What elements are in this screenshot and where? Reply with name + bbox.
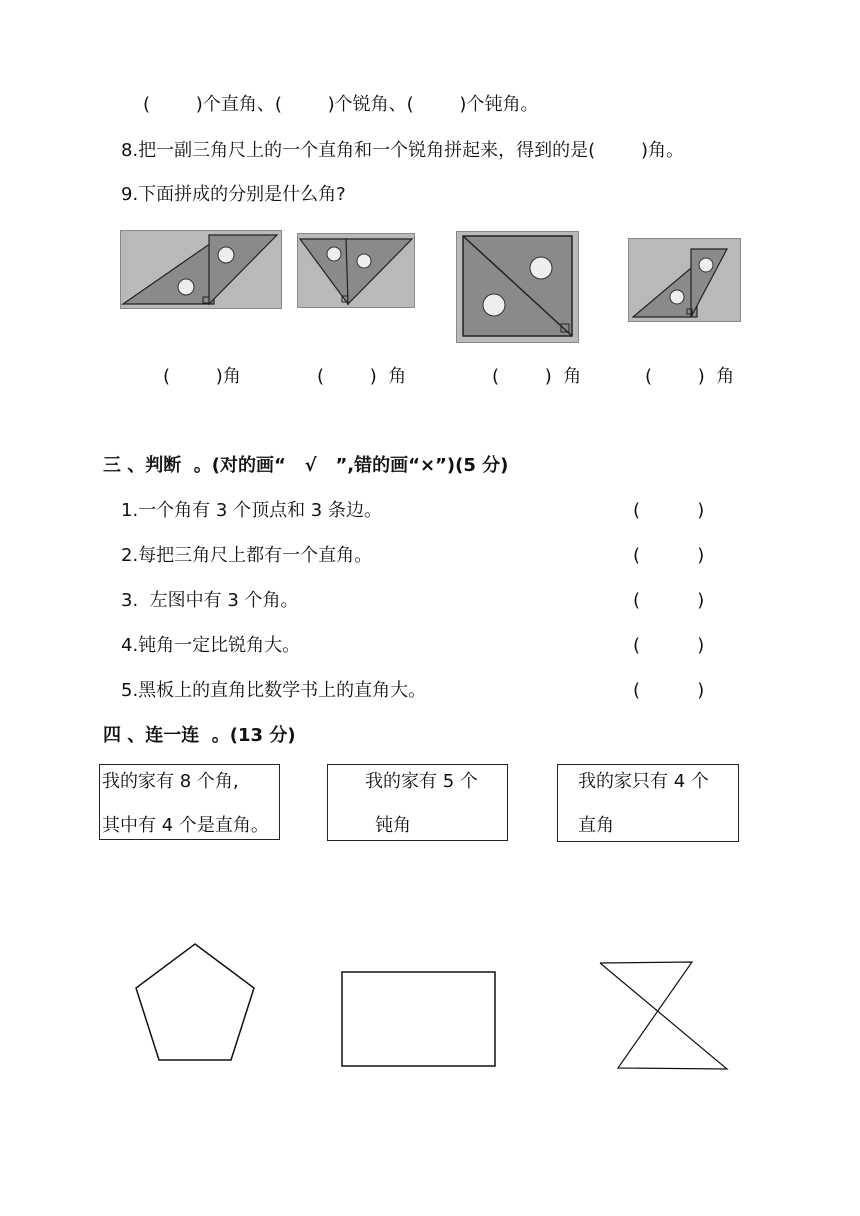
question-9: 9.下面拼成的分别是什么角? bbox=[121, 184, 346, 205]
judge-bracket-5: ( ) bbox=[633, 680, 705, 701]
triangle-ruler-right bbox=[209, 235, 277, 304]
judge-bracket-3: ( ) bbox=[633, 590, 705, 611]
judge-bracket-1: ( ) bbox=[633, 500, 705, 521]
pentagon-shape bbox=[130, 938, 260, 1066]
judge-item-1: 1.一个角有 3 个顶点和 3 条边。 bbox=[121, 500, 382, 521]
q9-figure-2 bbox=[297, 233, 415, 308]
judge-item-2: 2.每把三角尺上都有一个直角。 bbox=[121, 545, 373, 566]
q9-figure-1 bbox=[120, 230, 282, 309]
rectangle-shape bbox=[338, 968, 500, 1070]
section-3-title: 三 、判断 。(对的画“ √ ”,错的画“×”)(5 分) bbox=[103, 455, 509, 476]
q9-figure-3 bbox=[456, 231, 579, 343]
match-box-2-line1: 我的家有 5 个 bbox=[365, 771, 478, 792]
triangle-ruler-left bbox=[123, 241, 214, 304]
match-box-1-line2: 其中有 4 个是直角。 bbox=[102, 815, 269, 836]
q9-answer-3: ( ) 角 bbox=[492, 366, 582, 387]
match-box-3-line1: 我的家只有 4 个 bbox=[578, 771, 709, 792]
q9-answer-4: ( ) 角 bbox=[645, 366, 735, 387]
judge-item-4: 4.钝角一定比锐角大。 bbox=[121, 635, 301, 656]
section-4-title: 四 、连一连 。(13 分) bbox=[103, 725, 296, 746]
match-box-1 bbox=[99, 764, 280, 840]
match-box-2-line2: 钝角 bbox=[375, 815, 411, 836]
bowtie-shape bbox=[595, 958, 731, 1074]
triangle-ruler-b bbox=[346, 239, 412, 304]
match-box-3 bbox=[557, 764, 739, 842]
q9-answer-2: ( ) 角 bbox=[317, 366, 407, 387]
judge-bracket-2: ( ) bbox=[633, 545, 705, 566]
match-box-2 bbox=[327, 764, 508, 841]
q9-answer-1: ( )角 bbox=[163, 366, 241, 387]
question-8: 8.把一副三角尺上的一个直角和一个锐角拼起来，得到的是( )角。 bbox=[121, 140, 684, 161]
judge-item-3: 3. 左图中有 3 个角。 bbox=[121, 590, 299, 611]
match-box-3-line2: 直角 bbox=[578, 815, 614, 836]
judge-item-5: 5.黑板上的直角比数学书上的直角大。 bbox=[121, 680, 427, 701]
match-box-1-line1: 我的家有 8 个角, bbox=[102, 771, 239, 792]
q7-answer-line: ( )个直角、( )个锐角、( )个钝角。 bbox=[143, 94, 539, 115]
judge-bracket-4: ( ) bbox=[633, 635, 705, 656]
triangle-ruler-a bbox=[300, 239, 348, 304]
q9-figure-4 bbox=[628, 238, 741, 322]
